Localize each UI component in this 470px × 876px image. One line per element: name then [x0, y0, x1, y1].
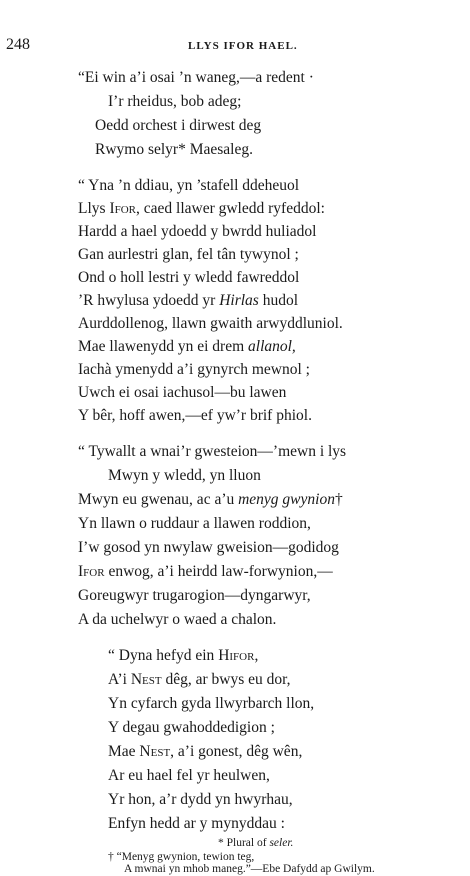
verse-line: Mwyn y wledd, yn lluon — [108, 467, 261, 484]
verse-line: Ar eu hael fel yr heulwen, — [108, 767, 270, 784]
verse-line: Mae llawenydd yn ei drem allanol, — [78, 338, 296, 355]
verse-line: I’w gosod yn nwylaw gweision—godidog — [78, 539, 339, 556]
italic-term: menyg gwynion — [238, 491, 335, 508]
verse-line: Ond o holl lestri y wledd fawreddol — [78, 269, 300, 286]
verse-line: Mwyn eu gwenau, ac a’u menyg gwynion† — [78, 491, 343, 508]
verse-line: Enfyn hedd ar y mynyddau : — [108, 815, 285, 832]
italic-term: Hirlas — [219, 292, 259, 309]
verse-line: A da uchelwyr o waed a chalon. — [78, 611, 277, 628]
verse-line: Oedd orchest i dirwest deg — [95, 117, 262, 134]
verse-line: Hardd a hael ydoedd y bwrdd huliadol — [78, 223, 317, 240]
proper-name: Ifor — [109, 200, 136, 217]
footnote-2-line-2: A mwnai yn mhob maneg.”—Ebe Dafydd ap Gwilym. — [124, 863, 375, 875]
proper-name: Nest — [130, 671, 162, 688]
verse-line: “ Yna ’n ddiau, yn ’stafell ddeheuol — [78, 177, 300, 194]
verse-line: Ifor enwog, a’i heirdd law-forwynion,— — [78, 563, 333, 580]
verse-line: A’i Nest dêg, ar bwys eu dor, — [108, 671, 291, 688]
verse-line: Yn cyfarch gyda llwyrbarch llon, — [108, 695, 315, 712]
verse-line: Gan aurlestri glan, fel tân tywynol ; — [78, 246, 299, 263]
proper-name: Ifor — [78, 563, 105, 580]
running-head: LLYS IFOR HAEL. — [188, 40, 298, 52]
verse-line: Yr hon, a’r dydd yn hwyrhau, — [108, 791, 293, 808]
page-number: 248 — [6, 36, 30, 53]
footnote-2-line-1: † “Menyg gwynion, tewion teg, — [108, 851, 255, 863]
verse-line: Aurddollenog, llawn gwaith arwyddluniol. — [78, 315, 343, 332]
verse-line: Rwymo selyr* Maesaleg. — [95, 141, 253, 158]
verse-line: Yn llawn o ruddaur a llawen roddion, — [78, 515, 311, 532]
verse-line: Y bêr, hoff awen,—ef yw’r brif phiol. — [78, 407, 312, 424]
verse-line: Uwch ei osai iachusol—bu lawen — [78, 384, 287, 401]
verse-line: “Ei win a’i osai ’n waneg,—a redent · — [78, 69, 314, 86]
proper-name: Hifor — [218, 647, 255, 664]
verse-line: “ Tywallt a wnai’r gwesteion—’mewn i lys — [78, 443, 347, 460]
italic-term: allanol, — [248, 338, 296, 355]
verse-line: I’r rheidus, bob adeg; — [108, 93, 242, 110]
footnote-1: * Plural of seler. — [218, 837, 294, 849]
proper-name: Nest — [139, 743, 171, 760]
verse-line: Iachà ymenydd a’i gynyrch mewnol ; — [78, 361, 310, 378]
verse-line: Y degau gwahoddedigion ; — [108, 719, 275, 736]
verse-line: Llys Ifor, caed llawer gwledd ryfeddol: — [78, 200, 325, 217]
verse-line: Goreugwyr trugarogion—dyngarwyr, — [78, 587, 311, 604]
verse-line: “ Dyna hefyd ein Hifor, — [108, 647, 259, 664]
verse-line: Mae Nest, a’i gonest, dêg wên, — [108, 743, 303, 760]
verse-line: ’R hwylusa ydoedd yr Hirlas hudol — [78, 292, 299, 309]
